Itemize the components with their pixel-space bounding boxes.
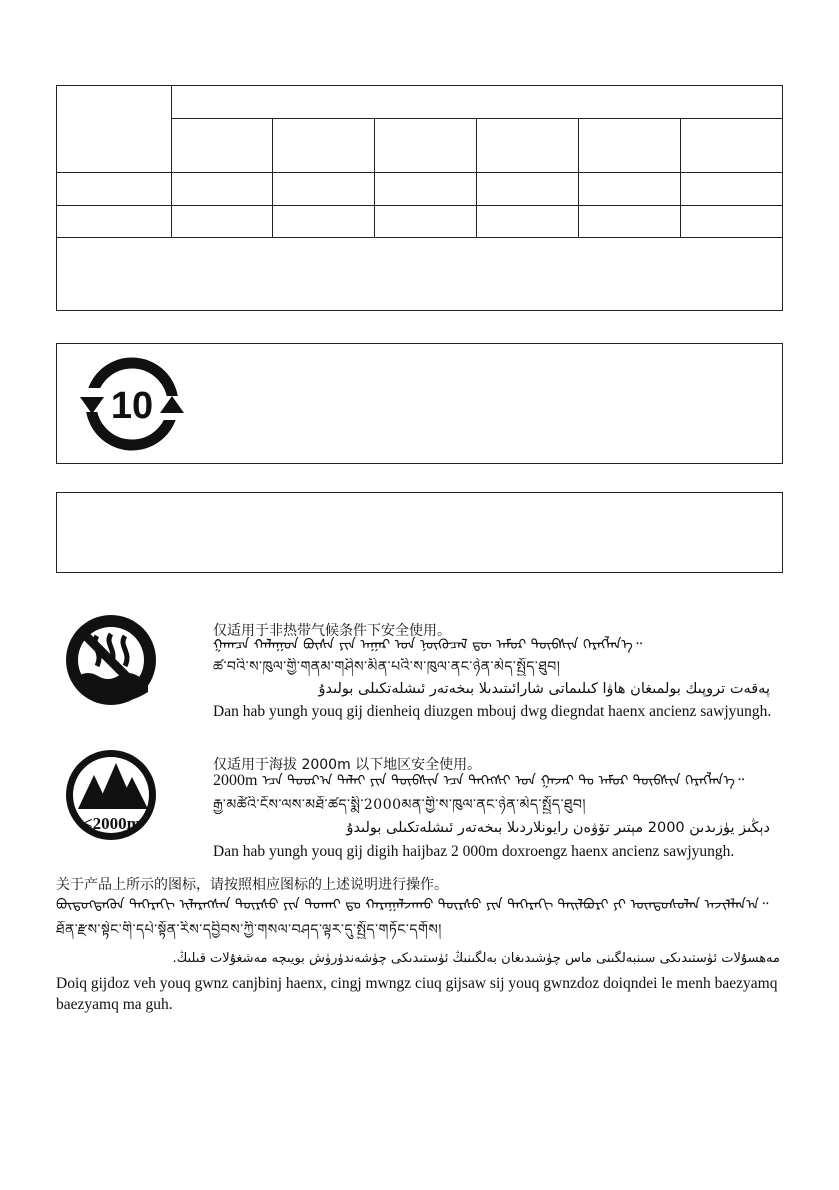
general-tibetan: ཐོན་རྫས་སྟེང་གི་དཔེ་སྟོན་རིས་དབྱིབས་ཀྱི་གསལ་བཤད་ལྟར་དུ་སྤྱོད་གཏོང་དགོས། (56, 922, 442, 938)
general-zhuang-line2: baezyamq ma guh. (56, 996, 173, 1013)
table-column-divider (171, 86, 172, 237)
table-header-divider (171, 118, 783, 119)
altitude-icon (64, 747, 158, 843)
altitude-mongolian: ᠡᠴᠡ ᠳᠣᠣᠷ᠎ᠠ ᠳᠠᠯᠠᠢ ᠶᠢᠨ ᠲᠥᠪᠰᠢᠨ ᠡᠴᠡ ᠳᠡᠭᠡᠭᠰᠢ ᠤᠨ ᠭᠠᠵᠠᠷ ᠲᠤ ᠠᠮᠤᠷ ᠲᠦᠪᠰᠢᠨ ᠬᠡᠷᠡᠭᠯᠡᠨ᠎ᠡ᠃ (257, 773, 745, 789)
table-row-divider (57, 205, 783, 206)
nontropical-zh: 仅适用于非热带气候条件下安全使用。 (213, 623, 451, 639)
notice-box (56, 492, 783, 573)
nontropical-zhuang: Dan hab yungh youq gij dienheiq diuzgen mbouj dwg diegndat haenx ancienz sawjyungh. (213, 703, 772, 720)
general-mongolian: ᠪᠦᠳᠦᠭᠳᠡᠬᠦᠨ ᠳᠡᠭᠡᠷᠡᠬᠢ ᠢᠯᠡᠷᠡᠭᠰᠡᠨ ᠳᠦᠷᠰᠦ ᠶᠢᠨ ᠲᠤᠬᠠᠢ ᠳᠤ ᠬᠠᠷᠠᠭᠠᠯᠵᠠᠬᠤ ᠳᠦᠷᠰᠦ ᠶᠢᠨ ᠳᠡᠭᠡᠷᠡᠬᠢ ᠲᠠᠢᠯᠪᠤᠷᠢ ᠶᠢ ᠦᠨᠳᠦᠰᠦᠯᠡᠨ ᠠᠵᠢᠯᠯᠠᠨ᠎ᠠ᠃ (56, 897, 769, 913)
nontropical-mongolian: ᠭᠠᠭᠴᠠ ᠬᠠᠯᠠᠭᠤᠨ ᠪᠦᠰᠡ ᠶᠢᠨ ᠠᠭᠠᠷ ᠤᠨ ᠨᠥᠬᠦᠴᠡᠯ ᠳᠦ ᠠᠮᠤᠷ ᠲᠦᠪᠰᠢᠨ ᠬᠡᠷᠡᠭᠯᠡᠨ᠎ᠡ᠃ (213, 637, 643, 653)
epup-years: 10 (110, 385, 154, 427)
altitude-zhuang: Dan hab yungh youq gij digih haijbaz 2 000m doxroengz haenx ancienz sawjyungh. (213, 843, 735, 860)
table-column-divider (272, 118, 273, 237)
epup-box (56, 343, 783, 464)
altitude-tibetan: རྒྱ་མཚོའི་ངོས་ལས་མཐོ་ཚད་སྨི་2000མན་གྱི་ས་ཁུལ་ནང་ཉེན་མེད་སྤྱོད་ཐུབ། (213, 797, 586, 813)
table-row-divider (57, 172, 783, 173)
table-column-divider (578, 118, 579, 237)
hazardous-substance-table (56, 85, 783, 311)
general-zh: 关于产品上所示的图标，请按照相应图标的上述说明进行操作。 (56, 877, 448, 893)
table-column-divider (476, 118, 477, 237)
table-column-divider (680, 118, 681, 237)
general-zhuang-line1: Doiq gijdoz veh youq gwnz canjbinj haenx, cingj mwngz ciuq gijsaw sij youq gwnzdoz doiqndei le menh baezyamq (56, 975, 778, 992)
altitude-icon-label: ≤2000m (83, 814, 141, 833)
altitude-uyghur: دېڭىز يۈزىدىن 2000 مېتىر تۆۋەن رايونلاردىلا بىخەتەر ئىشلەتكىلى بولىدۇ (346, 820, 770, 836)
table-row-divider (57, 237, 783, 238)
general-uyghur: مەھسۇلات ئۈستىدىكى سىنبەلگىنى ماس چۈشىدىغان بەلگىنىڭ ئۈستىدىكى چۈشەندۈرۈش بويىچە مەشغۇلات قىلىڭ. (172, 951, 780, 966)
altitude-mongolian-prefix: 2000m (213, 772, 258, 789)
altitude-zh: 仅适用于海拔 2000m 以下地区安全使用。 (213, 757, 482, 773)
table-column-divider (374, 118, 375, 237)
epup-10-icon (77, 354, 187, 454)
altitude-mongolian-line (213, 772, 769, 790)
non-tropical-icon (64, 612, 158, 708)
nontropical-uyghur: پەقەت تروپىك بولمىغان ھاۋا كىلىماتى شارائىتىدىلا بىخەتەر ئىشلەتكىلى بولىدۇ (318, 681, 770, 697)
nontropical-tibetan: ཚ་བའི་ས་ཁུལ་གྱི་གནམ་གཤིས་མིན་པའི་ས་ཁུལ་ནང་ཉེན་མེད་སྤྱོད་ཐུབ། (213, 659, 561, 675)
